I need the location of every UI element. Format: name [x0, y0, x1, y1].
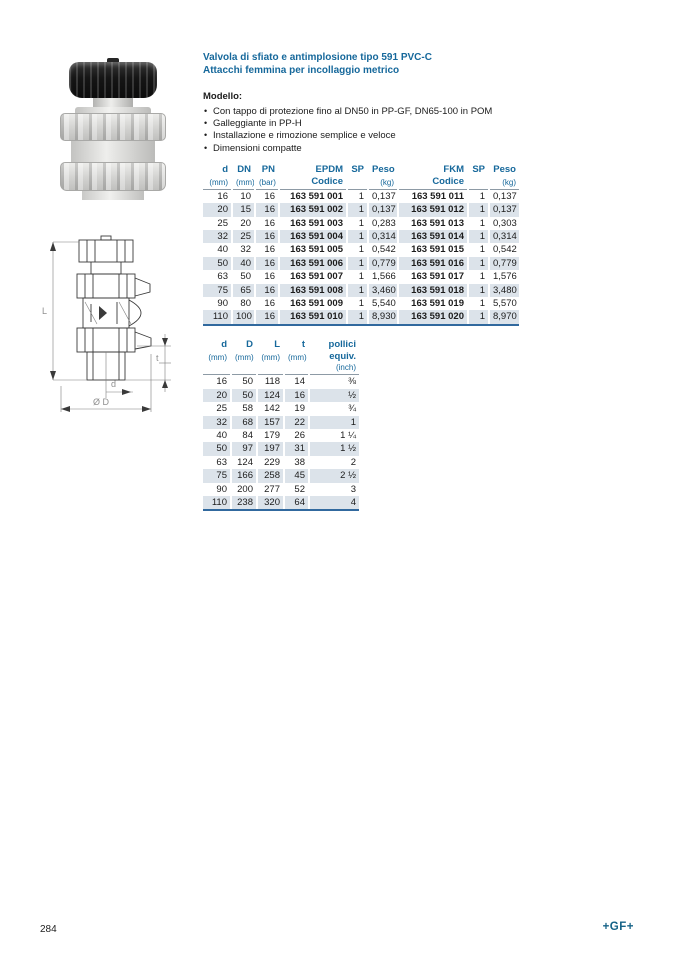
column-header: D	[231, 339, 257, 351]
table-cell: 68	[231, 416, 257, 429]
table-row	[203, 297, 519, 310]
table-cell: 1	[468, 310, 489, 324]
valve-spigot	[82, 191, 144, 200]
table-cell: 163 591 015	[398, 243, 468, 256]
table-cell: 0,542	[368, 243, 398, 256]
table-cell: 1	[468, 217, 489, 230]
table-cell: 1	[468, 284, 489, 297]
column-header: (mm)	[208, 352, 227, 362]
table-row	[203, 217, 519, 230]
feature-item: • Galleggiante in PP-H	[203, 118, 533, 130]
table-cell: 142	[257, 402, 284, 415]
table-cell: 163 591 005	[279, 243, 347, 256]
valve-body	[71, 141, 155, 162]
table-cell: 31	[284, 442, 309, 455]
table-row	[203, 375, 359, 389]
table-cell: 238	[231, 496, 257, 510]
column-header	[231, 363, 257, 375]
table-cell: 38	[284, 456, 309, 469]
table-cell: 16	[255, 270, 279, 283]
table-cell: 5,570	[489, 297, 519, 310]
table-row	[203, 243, 519, 256]
gf-logo: +GF+	[602, 921, 634, 933]
table-cell: 15	[232, 203, 255, 216]
table-cell: 16	[255, 310, 279, 324]
table-row	[203, 284, 519, 297]
table-cell: 26	[284, 429, 309, 442]
column-header: (kg)	[368, 176, 398, 190]
table-cell: 163 591 016	[398, 257, 468, 270]
table-cell: 25	[232, 230, 255, 243]
table-cell: 32	[203, 416, 231, 429]
table-cell: 1	[347, 297, 368, 310]
table-cell: 63	[217, 271, 228, 283]
table-cell: 40	[232, 257, 255, 270]
table-cell: 1	[468, 203, 489, 216]
table-cell: 80	[232, 297, 255, 310]
table-cell: 16	[284, 389, 309, 402]
table-cell: 124	[231, 456, 257, 469]
table-row	[203, 270, 519, 283]
table-cell: 90	[216, 483, 227, 495]
table-cell: 16	[255, 284, 279, 297]
column-header: (inch)	[309, 363, 359, 375]
content-column	[203, 52, 533, 511]
valve-protection-cap	[69, 62, 157, 97]
table-cell: 124	[257, 389, 284, 402]
table-cell: 0,137	[489, 203, 519, 216]
column-header: pollici	[309, 339, 359, 351]
table-cell: 16	[217, 190, 228, 202]
feature-item: • Con tappo di protezione fino al DN50 in PP-GF, DN65-100 in POM	[203, 106, 533, 118]
table-cell: 25	[216, 403, 227, 415]
table-cell: 1	[347, 230, 368, 243]
page-title-line1: Valvola di sfiato e antimplosione tipo 591 PVC-C	[203, 52, 432, 63]
table-cell: 163 591 001	[279, 189, 347, 203]
table-row	[203, 496, 359, 510]
dim-label-D: Ø D	[93, 397, 110, 407]
table-cell: ½	[309, 389, 359, 402]
column-header: (bar)	[255, 176, 279, 190]
table-cell: 1,566	[368, 270, 398, 283]
table-row	[203, 416, 359, 429]
model-label: Modello:	[203, 91, 243, 102]
column-header: t	[284, 339, 309, 351]
table-cell: 163 591 017	[398, 270, 468, 283]
table-cell: 97	[231, 442, 257, 455]
dim-label-t: t	[156, 353, 159, 363]
page-title	[203, 52, 533, 77]
table-cell: 90	[217, 298, 228, 310]
table-cell: 40	[217, 244, 228, 256]
table-cell: 84	[231, 429, 257, 442]
table-cell: 1	[309, 416, 359, 429]
column-header: EPDM	[279, 164, 347, 176]
table-cell: 229	[257, 456, 284, 469]
column-header: (kg)	[489, 176, 519, 190]
table-cell: 1 ½	[309, 442, 359, 455]
table-cell: 1	[347, 257, 368, 270]
table-cell: 163 591 020	[398, 310, 468, 324]
column-header: SP	[468, 164, 489, 176]
table-cell: 40	[216, 430, 227, 441]
column-header	[284, 363, 309, 375]
table-cell: 0,137	[489, 189, 519, 203]
table-cell: 25	[217, 217, 228, 229]
table-cell: 118	[257, 375, 284, 389]
table-cell: 32	[203, 230, 232, 243]
table-cell: 163 591 007	[279, 270, 347, 283]
table-cell: 16	[255, 189, 279, 203]
table-row	[203, 442, 359, 455]
valve-union-nut-bottom	[60, 162, 166, 191]
dim-label-d: d	[111, 379, 117, 389]
table-cell: 16	[216, 376, 227, 388]
table-cell: 0,779	[489, 257, 519, 270]
table-cell: 1	[347, 217, 368, 230]
table-cell: 52	[284, 483, 309, 496]
table-cell: 0,137	[368, 203, 398, 216]
table-cell: 3,480	[489, 284, 519, 297]
table-cell: 50	[203, 442, 231, 455]
table-row	[203, 402, 359, 415]
table-row	[203, 189, 519, 203]
table-cell: 10	[232, 189, 255, 203]
table-cell: 58	[231, 402, 257, 415]
table-cell: 16	[255, 217, 279, 230]
table-row	[203, 257, 519, 270]
table-cell: 0,779	[368, 257, 398, 270]
column-header: d	[221, 338, 227, 350]
table-cell: 1	[468, 243, 489, 256]
column-header: (mm)	[231, 351, 257, 363]
page-number: 284	[40, 924, 57, 935]
table-cell: 63	[216, 456, 227, 468]
table-cell: 157	[257, 416, 284, 429]
product-photo	[58, 58, 168, 200]
table-row	[203, 456, 359, 469]
table-cell: 14	[284, 375, 309, 389]
column-header: FKM	[398, 164, 468, 176]
valve-union-nut-top	[60, 113, 166, 140]
table-cell: 277	[257, 483, 284, 496]
table-row	[203, 483, 359, 496]
table-cell: 166	[231, 469, 257, 482]
column-header: Codice	[398, 176, 468, 190]
table-row	[203, 230, 519, 243]
table-cell: 0,314	[368, 230, 398, 243]
table-cell: 75	[203, 284, 232, 297]
table-cell: 16	[255, 257, 279, 270]
column-header	[347, 176, 368, 190]
table-cell: 163 591 019	[398, 297, 468, 310]
table-cell: 16	[255, 243, 279, 256]
column-header: (mm)	[284, 351, 309, 363]
table-cell: 1	[347, 203, 368, 216]
table-cell: 1 ¼	[309, 429, 359, 442]
table-cell: 163 591 010	[279, 310, 347, 324]
table-cell: 0,283	[368, 217, 398, 230]
table-cell: 197	[257, 442, 284, 455]
column-header: (mm)	[257, 351, 284, 363]
column-header: DN	[232, 164, 255, 176]
table-cell: 100	[232, 310, 255, 324]
column-header: PN	[255, 164, 279, 176]
table-cell: 163 591 003	[279, 217, 347, 230]
table-cell: 1	[468, 270, 489, 283]
table-cell: 163 591 004	[279, 230, 347, 243]
table-cell: 163 591 002	[279, 203, 347, 216]
table-cell: 4	[309, 496, 359, 510]
valve-neck	[93, 98, 133, 108]
page-title-line2: Attacchi femmina per incollaggio metrico	[203, 64, 400, 76]
table-cell: 1	[347, 270, 368, 283]
dimensions-table	[203, 339, 359, 512]
table-cell: 3,460	[368, 284, 398, 297]
column-header: Peso	[489, 164, 519, 176]
table-cell: 110	[203, 496, 231, 510]
table-cell: 163 591 011	[398, 189, 468, 203]
table-cell: 1	[347, 243, 368, 256]
valve-section-drawing	[33, 226, 183, 416]
column-header	[468, 176, 489, 190]
table-cell: 65	[232, 284, 255, 297]
table-cell: ¾	[309, 402, 359, 415]
table-cell: 1	[468, 230, 489, 243]
table-cell: 16	[255, 297, 279, 310]
table-cell: 1	[347, 284, 368, 297]
table-cell: 1	[347, 189, 368, 203]
ordering-code-table	[203, 164, 519, 326]
table-cell: 163 591 009	[279, 297, 347, 310]
table-cell: 32	[232, 243, 255, 256]
dim-label-L: L	[42, 306, 48, 316]
table-cell: 258	[257, 469, 284, 482]
technical-drawing	[33, 226, 183, 416]
column-header: (mm)	[232, 176, 255, 190]
table-cell: 3	[309, 483, 359, 496]
table-row	[203, 389, 359, 402]
feature-list	[203, 106, 533, 155]
column-header	[203, 363, 231, 375]
table-cell: 22	[284, 416, 309, 429]
table-cell: 16	[255, 230, 279, 243]
table-cell: 163 591 014	[398, 230, 468, 243]
table-cell: 0,542	[489, 243, 519, 256]
column-header: SP	[347, 164, 368, 176]
table-cell: 0,137	[368, 189, 398, 203]
table-cell: 0,314	[489, 230, 519, 243]
table-cell: 50	[231, 389, 257, 402]
table-cell: 75	[203, 469, 231, 482]
table-cell: 0,303	[489, 217, 519, 230]
table-cell: 50	[203, 257, 232, 270]
column-header: Peso	[368, 164, 398, 176]
table-cell: 163 591 018	[398, 284, 468, 297]
table-cell: 45	[284, 469, 309, 482]
column-header: equiv.	[309, 351, 359, 363]
column-header: (mm)	[203, 176, 232, 190]
table-cell: 163 591 006	[279, 257, 347, 270]
table-cell: 320	[257, 496, 284, 510]
table-cell: 1	[468, 257, 489, 270]
table-row	[203, 203, 519, 216]
table-cell: 163 591 013	[398, 217, 468, 230]
table-cell: 8,930	[368, 310, 398, 324]
table-cell: 2 ½	[309, 469, 359, 482]
table-cell: 179	[257, 429, 284, 442]
table-cell: 20	[203, 389, 231, 402]
table-cell: 64	[284, 496, 309, 510]
table-cell: 20	[203, 203, 232, 216]
table-row	[203, 469, 359, 482]
table-cell: 163 591 012	[398, 203, 468, 216]
table-cell: 200	[231, 483, 257, 496]
column-header	[257, 363, 284, 375]
table-cell: 110	[203, 310, 232, 324]
table-row	[203, 310, 519, 324]
column-header: L	[257, 339, 284, 351]
table-cell: 5,540	[368, 297, 398, 310]
table-cell: 19	[284, 402, 309, 415]
column-header: Codice	[279, 176, 347, 190]
table-cell: 1	[468, 189, 489, 203]
table-cell: ⅜	[309, 375, 359, 389]
feature-item: • Dimensioni compatte	[203, 143, 533, 155]
table-cell: 50	[232, 270, 255, 283]
table-cell: 2	[309, 456, 359, 469]
table-row	[203, 429, 359, 442]
table-cell: 20	[232, 217, 255, 230]
table-cell: 1,576	[489, 270, 519, 283]
table-cell: 1	[468, 297, 489, 310]
table-cell: 1	[347, 310, 368, 324]
table-cell: 8,970	[489, 310, 519, 324]
table-cell: 50	[231, 375, 257, 389]
column-header: d	[222, 163, 228, 175]
table-cell: 163 591 008	[279, 284, 347, 297]
feature-item: • Installazione e rimozione semplice e veloce	[203, 130, 533, 142]
table-cell: 16	[255, 203, 279, 216]
